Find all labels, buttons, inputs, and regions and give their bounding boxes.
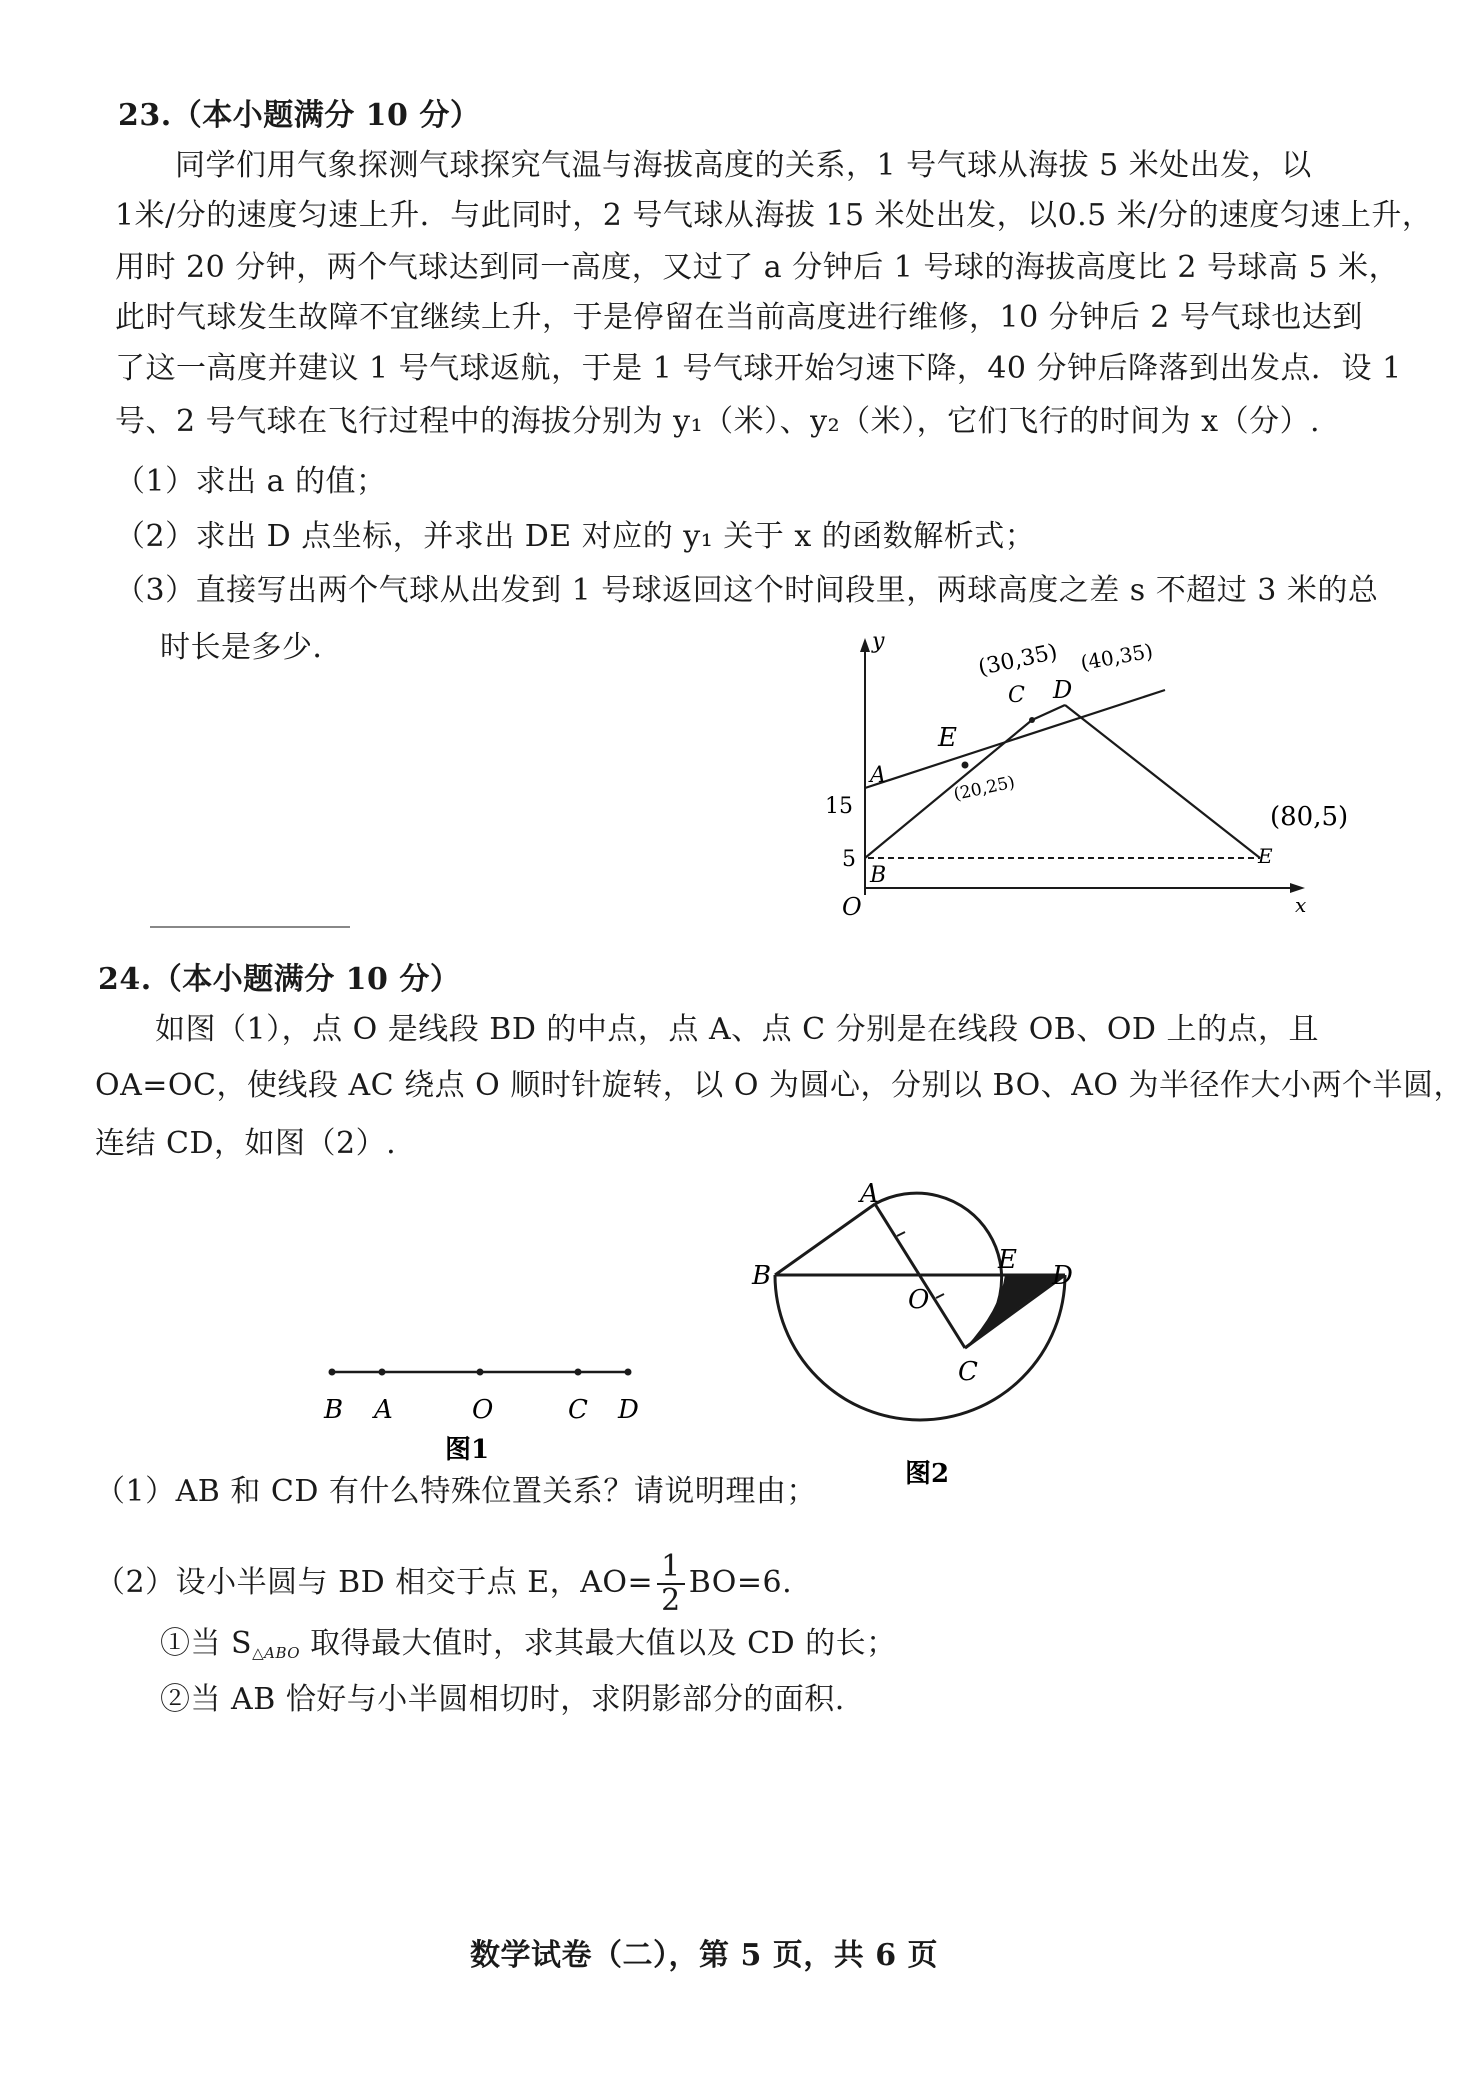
note-E-mid: (20,25) [951,772,1017,805]
label-x: x [1295,893,1307,917]
q24-part-2 [95,1548,792,1618]
q23-intro-line-6: 号、2 号气球在飞行过程中的海拔分别为 y₁（米）、y₂（米），它们飞行的时间为 x（分）. [115,404,1321,439]
point-E-mid [962,762,969,769]
note-E-end: (80,5) [1270,802,1349,832]
q24-fig1 [310,1350,650,1470]
q24-part-2-prefix: （2）设小半圆与 BD 相交于点 E，AO= [95,1565,654,1600]
label-B: B [870,863,887,888]
fig2-label-D: D [1052,1261,1073,1291]
fig1-label-C: C [568,1395,588,1425]
q24-part-2-suffix: BO=6. [688,1565,793,1600]
fig1-point-A [379,1369,386,1376]
q23-intro-line-1: 同学们用气象探测气球探究气温与海拔高度的关系，1 号气球从海拔 5 米处出发，以 [175,148,1312,183]
q24-sub-2: ②当 AB 恰好与小半圆相切时，求阴影部分的面积. [160,1682,845,1717]
q24-sub-1-b: 取得最大值时，求其最大值以及 CD 的长； [300,1626,897,1661]
fig2-tick-2 [936,1294,944,1298]
label-A: A [870,763,886,788]
q23-part-1: （1）求出 a 的值； [115,464,387,499]
fig2-label-B: B [752,1261,772,1291]
q23-intro-line-2: 1米/分的速度匀速上升．与此同时，2 号气球从海拔 15 米处出发，以0.5 米/分的速度匀速上升， [115,198,1433,233]
y-axis-arrow [860,638,870,652]
fig2-label-O: O [908,1285,930,1315]
q24-sub-1 [160,1624,897,1673]
q23-intro-line-4: 此时气球发生故障不宜继续上升，于是停留在当前高度进行维修，10 分钟后 2 号气球也达到 [115,300,1363,335]
q24-sub-1-a: ①当 S [160,1626,253,1661]
fig2-label-A: A [860,1179,879,1209]
fig2-label-C: C [958,1357,978,1387]
q23-header: 23.（本小题满分 10 分） [118,98,481,133]
fig2-segment-AB [775,1204,875,1275]
fig1-label-D: D [618,1395,639,1425]
page-footer: 数学试卷（二），第 5 页，共 6 页 [470,1938,939,1973]
label-origin: O [842,893,862,921]
fig2-small-semicircle [875,1193,1002,1348]
fig1-point-C [575,1369,582,1376]
fig1-label-B: B [324,1395,344,1425]
q24-fraction-denominator: 2 [661,1583,681,1618]
q23-part-3: （3）直接写出两个气球从出发到 1 号球返回这个时间段里，两球高度之差 s 不超过 3 米的总 [115,573,1379,608]
separator-mark [150,926,350,928]
note-D: (40,35) [1078,638,1155,675]
balloon1-rise-2 [1032,705,1065,720]
q24-header: 24.（本小题满分 10 分） [98,962,461,997]
label-y: y [872,629,885,654]
label-E-mid: E [938,723,957,753]
q24-intro-line-2: OA=OC，使线段 AC 绕点 O 顺时针旋转，以 O 为圆心，分别以 BO、AO 为半径作大小两个半圆， [95,1068,1464,1103]
fig1-point-O [477,1369,484,1376]
tick-15: 15 [825,794,853,819]
fig1-label-O: O [472,1395,494,1425]
fig1-point-D [625,1369,632,1376]
note-C: (30,35) [976,639,1060,681]
q23-part-2: （2）求出 D 点坐标，并求出 DE 对应的 y₁ 关于 x 的函数解析式； [115,519,1036,554]
q24-fig2 [752,1179,1100,1490]
balloon1-descend [1065,705,1260,858]
fig2-label-E: E [998,1245,1017,1275]
q23-intro-line-3: 用时 20 分钟，两个气球达到同一高度，又过了 a 分钟后 1 号球的海拔高度比 2 号球高 5 米， [115,250,1400,285]
tick-5: 5 [842,847,856,872]
q24-part-2-fraction [657,1551,685,1617]
q24-fraction-numerator: 1 [657,1551,685,1585]
label-D: D [1053,676,1073,704]
label-E-end: E [1258,844,1273,868]
q24-intro-line-3: 连结 CD，如图（2）. [95,1126,397,1161]
fig2-tick-1 [897,1232,905,1236]
q24-part-1: （1）AB 和 CD 有什么特殊位置关系？请说明理由； [95,1474,817,1509]
fig2-caption: 图2 [905,1459,950,1489]
q23-graph [820,620,1380,920]
label-C: C [1008,683,1025,708]
x-axis-arrow [1290,883,1305,893]
fig1-caption: 图1 [445,1435,490,1465]
q24-intro-line-1: 如图（1），点 O 是线段 BD 的中点，点 A、点 C 分别是在线段 OB、OD 上的点，且 [155,1012,1320,1047]
fig1-point-B [329,1369,336,1376]
q23-part-3-cont: 时长是多少． [160,630,343,665]
point-C [1029,717,1035,723]
q23-intro-line-5: 了这一高度并建议 1 号气球返航，于是 1 号气球开始匀速下降，40 分钟后降落到出发点．设 1 [115,351,1402,386]
fig1-label-A: A [374,1395,393,1425]
q24-sub-1-subscript: △ABO [252,1644,301,1662]
